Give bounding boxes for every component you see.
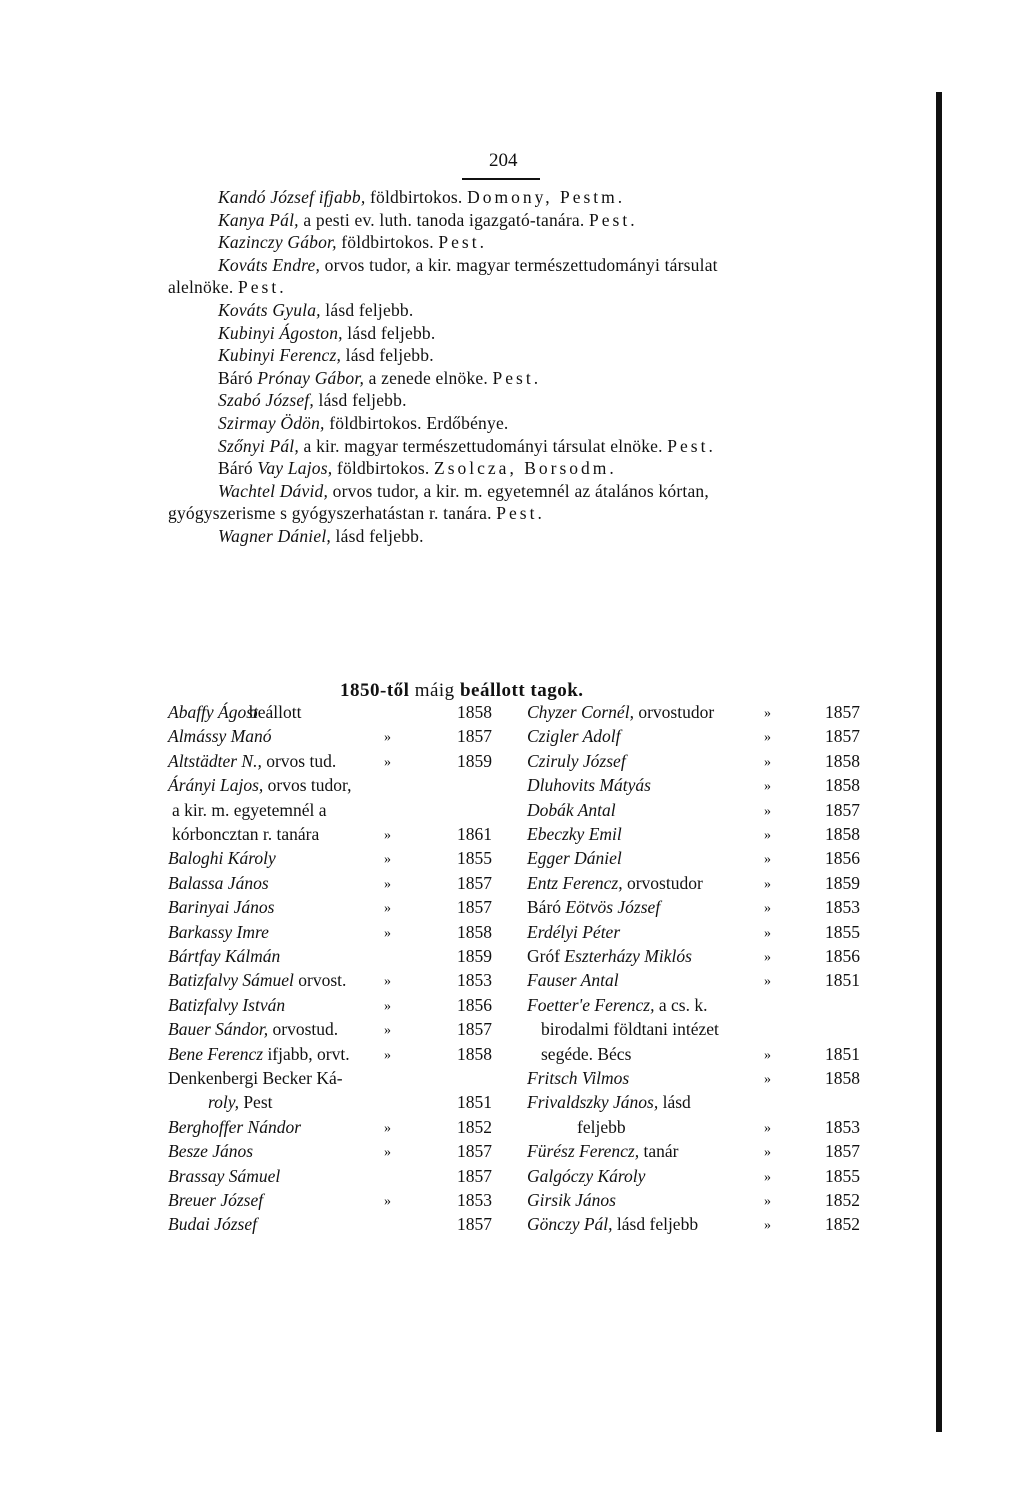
member-name-text: Eötvös József xyxy=(565,897,661,918)
list-item xyxy=(168,1115,568,1139)
ditto-mark: » xyxy=(764,1218,771,1234)
list-item xyxy=(168,1212,568,1236)
member-name-text: Girsik János xyxy=(527,1190,616,1210)
top-entry xyxy=(218,456,617,480)
join-year: 1859 xyxy=(457,750,492,771)
member-detail: birodalmi földtani intézet xyxy=(541,1019,719,1040)
join-year: 1857 xyxy=(825,799,860,820)
member-detail: a kir. m. egyetemnél a xyxy=(172,799,327,820)
join-year: 1858 xyxy=(457,1043,492,1064)
ditto-mark: » xyxy=(384,1194,391,1209)
entry-name: Kandó József ifjabb, xyxy=(218,187,366,207)
member-name xyxy=(168,700,258,724)
member-name-text: Fritsch Vilmos xyxy=(527,1068,630,1088)
join-year: 1857 xyxy=(457,1141,492,1162)
list-item xyxy=(168,968,568,992)
ditto-mark: » xyxy=(384,998,391,1014)
member-name-text: Batizfalvy István xyxy=(168,994,286,1015)
member-name-text: roly, xyxy=(208,1092,239,1113)
member-name-text: Egger Dániel xyxy=(527,848,622,869)
entry-place: Pest. xyxy=(667,435,716,456)
list-item xyxy=(168,1042,568,1066)
top-entry xyxy=(218,524,424,548)
page-number-rule xyxy=(462,178,540,180)
entry-name: Szirmay Ödön, xyxy=(218,413,325,433)
list-item xyxy=(527,895,927,919)
list-item xyxy=(527,798,927,822)
member-name xyxy=(527,822,622,846)
member-name xyxy=(541,1042,631,1066)
join-year: 1851 xyxy=(457,1092,492,1113)
entry-text: orvos tudor, a kir. magyar természettudományi társulat xyxy=(320,254,718,275)
join-year: 1857 xyxy=(457,872,492,893)
join-year: 1852 xyxy=(825,1214,860,1235)
join-year: 1857 xyxy=(457,897,492,918)
entry-text: földbirtokos. Erdőbénye. xyxy=(324,413,509,433)
heading-part-3: beállott tagok. xyxy=(459,680,584,701)
ditto-mark: » xyxy=(764,828,771,843)
member-detail: orvostudor xyxy=(622,872,703,893)
ditto-mark: » xyxy=(384,828,391,843)
member-name xyxy=(527,749,626,773)
member-detail: Denkenbergi Becker Ká- xyxy=(168,1068,343,1088)
member-detail: segéde. Bécs xyxy=(541,1043,632,1064)
join-year: 1858 xyxy=(825,1068,860,1088)
page-number: 204 xyxy=(489,150,518,171)
top-entry xyxy=(218,298,413,322)
top-entry xyxy=(218,479,709,503)
member-detail: lásd feljebb xyxy=(612,1214,699,1235)
list-item xyxy=(527,749,927,773)
heading-part-1: 1850-től xyxy=(340,680,410,701)
ditto-mark: » xyxy=(764,901,771,917)
entry-text: orvos tudor, a kir. m. egyetemnél az átalános kórtan, xyxy=(328,480,709,501)
list-item xyxy=(527,1164,927,1188)
entry-prefix: Báró xyxy=(218,458,258,479)
member-name-text: Balassa János xyxy=(168,872,269,893)
member-name xyxy=(168,944,280,968)
list-item xyxy=(168,993,568,1017)
member-name-text: Barkassy Imre xyxy=(168,921,269,942)
member-detail: orvos tudor, xyxy=(263,775,352,796)
list-item xyxy=(168,822,568,846)
join-year: 1858 xyxy=(825,775,860,796)
member-detail: lásd xyxy=(658,1092,691,1113)
section-heading xyxy=(340,680,584,702)
list-item xyxy=(168,798,568,822)
list-item xyxy=(527,993,927,1017)
entry-name: Vay Lajos, xyxy=(257,458,333,479)
list-item xyxy=(168,944,568,968)
member-name-text: Chyzer Cornél, xyxy=(527,702,634,722)
member-name xyxy=(168,1017,338,1041)
member-name xyxy=(168,1188,263,1212)
join-year: 1856 xyxy=(825,848,860,869)
list-item xyxy=(527,920,927,944)
member-name xyxy=(541,1017,719,1041)
member-name-text: Fauser Antal xyxy=(527,970,619,991)
list-item xyxy=(168,724,568,748)
member-name xyxy=(527,895,660,919)
member-name xyxy=(527,1164,645,1188)
member-name xyxy=(168,749,336,773)
member-name xyxy=(527,993,707,1017)
join-year: 1857 xyxy=(457,1019,492,1040)
list-item xyxy=(168,1139,568,1163)
entry-text: földbirtokos. xyxy=(332,458,435,479)
entry-text: földbirtokos. xyxy=(365,187,468,207)
member-name xyxy=(527,920,620,944)
join-year: 1855 xyxy=(457,848,492,869)
member-name-text: Batizfalvy Sámuel xyxy=(168,970,294,991)
ditto-mark: » xyxy=(764,1072,771,1087)
top-entry xyxy=(218,411,509,435)
member-name xyxy=(168,1066,343,1090)
join-year: 1857 xyxy=(457,1165,492,1186)
list-item xyxy=(168,1090,568,1114)
list-item xyxy=(168,749,568,773)
member-name-text: Baloghi Károly xyxy=(168,848,276,869)
member-name xyxy=(168,968,346,992)
join-year: 1856 xyxy=(825,946,860,966)
join-year: 1859 xyxy=(457,946,492,966)
member-name-text: Árányi Lajos, xyxy=(168,775,264,796)
entry-name: Szabó József, xyxy=(218,390,314,411)
entry-text: lásd feljebb. xyxy=(341,345,434,366)
entry-name: Kanya Pál, xyxy=(218,209,299,230)
page-edge-bar xyxy=(936,92,942,1432)
member-name xyxy=(168,1212,257,1236)
list-item xyxy=(527,1090,927,1114)
top-entry xyxy=(218,343,434,367)
member-name xyxy=(168,773,352,797)
ditto-mark: » xyxy=(384,1145,391,1161)
join-year: 1857 xyxy=(825,726,860,747)
ditto-mark: » xyxy=(764,730,771,746)
join-year: 1857 xyxy=(825,702,860,722)
ditto-mark: » xyxy=(764,1120,771,1136)
entry-name: Kubinyi Ágoston, xyxy=(218,322,343,343)
top-entry xyxy=(218,208,638,232)
member-name-text: Eszterházy Miklós xyxy=(564,946,692,966)
ditto-mark: » xyxy=(764,876,771,892)
top-entry xyxy=(218,253,718,277)
entry-text: lásd feljebb. xyxy=(342,322,436,343)
member-name xyxy=(168,871,269,895)
member-name xyxy=(168,895,274,919)
ditto-mark: » xyxy=(384,1023,391,1039)
ditto-mark: » xyxy=(764,1194,771,1209)
member-name xyxy=(527,798,616,822)
entry-text: a pesti ev. luth. tanoda igazgató-tanára. xyxy=(298,209,590,230)
member-name-text: Dluhovits Mátyás xyxy=(527,775,651,796)
list-item xyxy=(527,1042,927,1066)
member-name-text: Almássy Manó xyxy=(168,726,272,747)
join-year: 1851 xyxy=(825,970,860,991)
list-item xyxy=(527,871,927,895)
entry-text: a zenede elnöke. xyxy=(364,367,493,388)
member-name xyxy=(168,1139,253,1163)
member-name-text: Fürész Ferencz, xyxy=(527,1141,640,1162)
entry-place: Pest. xyxy=(238,277,287,298)
member-name xyxy=(527,1188,616,1212)
join-year: 1856 xyxy=(457,994,492,1015)
ditto-mark: » xyxy=(764,1145,771,1161)
list-item xyxy=(527,1115,927,1139)
top-entry xyxy=(218,388,407,412)
member-name-text: Entz Ferencz, xyxy=(527,872,623,893)
member-name xyxy=(527,1090,691,1114)
join-year: 1853 xyxy=(457,970,492,991)
entry-text: földbirtokos. xyxy=(336,232,439,253)
list-item xyxy=(527,773,927,797)
list-item xyxy=(527,968,927,992)
entry-place: Pest. xyxy=(492,367,542,388)
ditto-mark: » xyxy=(384,925,391,941)
list-item xyxy=(168,1017,568,1041)
top-entry xyxy=(168,501,545,525)
ditto-mark: » xyxy=(384,1120,391,1136)
list-item xyxy=(168,700,568,724)
top-entry xyxy=(218,321,435,345)
member-name xyxy=(577,1115,626,1139)
member-name xyxy=(527,968,619,992)
entry-prefix: Báró xyxy=(218,367,258,388)
entry-name: Prónay Gábor, xyxy=(257,367,365,388)
top-entry xyxy=(218,366,541,390)
member-name xyxy=(172,798,327,822)
member-name xyxy=(527,846,622,870)
member-detail: orvostud. xyxy=(268,1019,339,1040)
ditto-mark: » xyxy=(764,803,771,819)
member-name-text: Ebeczky Emil xyxy=(527,824,622,844)
top-entry xyxy=(168,275,287,299)
member-name-text: Galgóczy Károly xyxy=(527,1165,646,1186)
ditto-mark: » xyxy=(384,901,391,917)
list-item xyxy=(527,1188,927,1212)
member-name-text: Bártfay Kálmán xyxy=(168,946,281,966)
join-year: 1858 xyxy=(457,921,492,942)
entry-text: alelnöke. xyxy=(168,277,239,298)
member-detail: orvost. xyxy=(293,970,347,991)
join-year: 1857 xyxy=(457,726,492,747)
list-item xyxy=(527,1139,927,1163)
list-item xyxy=(168,871,568,895)
join-year: 1858 xyxy=(457,702,492,722)
entry-text: lásd feljebb. xyxy=(313,390,407,411)
ditto-mark: » xyxy=(764,1169,771,1185)
member-name-text: Czigler Adolf xyxy=(527,726,621,747)
member-name-text: Foetter'e Ferencz, xyxy=(527,994,655,1015)
member-name-text: Brassay Sámuel xyxy=(168,1165,281,1186)
list-item xyxy=(527,1066,927,1090)
top-entry xyxy=(218,230,487,254)
join-year: 1858 xyxy=(825,824,860,844)
entry-name: Kováts Endre, xyxy=(218,254,321,275)
member-prefix: Gróf xyxy=(527,946,565,966)
join-year: 1853 xyxy=(825,897,860,918)
ditto-mark: » xyxy=(384,754,391,770)
join-year: 1853 xyxy=(825,1116,860,1137)
member-name-text: Erdélyi Péter xyxy=(527,921,621,942)
member-name-text: Budai József xyxy=(168,1214,257,1235)
list-item xyxy=(168,920,568,944)
member-name xyxy=(208,1090,273,1114)
member-name-text: Czirulу József xyxy=(527,750,626,771)
member-prefix: Báró xyxy=(527,897,566,918)
member-name xyxy=(168,724,272,748)
member-detail: feljebb xyxy=(577,1116,626,1137)
entry-text: gyógyszerisme s gyógyszerhatástan r. tanára. xyxy=(168,503,497,524)
entry-place: Zsolcza, Borsodm. xyxy=(434,458,617,479)
member-name xyxy=(172,822,319,846)
ditto-mark: » xyxy=(764,1047,771,1063)
join-year: 1852 xyxy=(457,1116,492,1137)
list-item xyxy=(527,944,927,968)
member-name xyxy=(527,944,692,968)
ditto-mark: » xyxy=(764,925,771,941)
join-year: 1851 xyxy=(825,1043,860,1064)
member-detail: Pest xyxy=(238,1092,273,1113)
entry-name: Kováts Gyula, xyxy=(218,300,321,320)
ditto-mark: » xyxy=(764,852,771,868)
list-item xyxy=(168,1066,568,1090)
member-name xyxy=(527,1066,629,1090)
list-item xyxy=(527,846,927,870)
member-name-text: Gönczy Pál, xyxy=(527,1214,613,1235)
ditto-mark: » xyxy=(384,974,391,990)
join-year: 1853 xyxy=(457,1190,492,1210)
list-item xyxy=(527,822,927,846)
ditto-mark: » xyxy=(384,852,391,868)
join-year: 1857 xyxy=(457,1214,492,1235)
member-name-text: Breuer József xyxy=(168,1190,264,1210)
entry-place: Domony, Pestm. xyxy=(467,187,626,207)
member-name xyxy=(168,1115,301,1139)
member-name xyxy=(527,724,621,748)
entry-name: Wagner Dániel, xyxy=(218,526,331,546)
ditto-mark: » xyxy=(764,974,771,990)
entry-name: Szőnyi Pál, xyxy=(218,435,299,456)
top-entry xyxy=(218,434,716,458)
member-name-text: Barinyai János xyxy=(168,897,275,918)
top-entry xyxy=(218,185,625,209)
member-name-text: Berghoffer Nándor xyxy=(168,1116,302,1137)
member-name-text: Altstädter N., xyxy=(168,750,262,771)
member-detail: orvos tud. xyxy=(261,750,337,771)
member-name-text: Bene Ferencz xyxy=(168,1043,264,1064)
ditto-mark: » xyxy=(384,876,391,892)
member-name xyxy=(168,993,285,1017)
member-name xyxy=(168,920,269,944)
member-name xyxy=(168,1164,280,1188)
list-item xyxy=(168,895,568,919)
list-item xyxy=(527,1212,927,1236)
list-item xyxy=(168,773,568,797)
member-name xyxy=(527,871,703,895)
entry-name: Wachtel Dávid, xyxy=(218,480,329,501)
join-year: 1859 xyxy=(825,872,860,893)
member-name-text: Dobák Antal xyxy=(527,799,616,820)
member-name xyxy=(168,1042,350,1066)
member-name xyxy=(527,1139,678,1163)
ditto-mark: » xyxy=(764,950,771,965)
member-detail: orvostudor xyxy=(633,702,715,722)
entry-name: Kazinczy Gábor, xyxy=(218,232,337,253)
member-name xyxy=(527,1212,698,1236)
ditto-mark: » xyxy=(764,754,771,770)
member-name xyxy=(168,846,276,870)
join-year: 1858 xyxy=(825,750,860,771)
member-name-text: Besze János xyxy=(168,1141,254,1162)
entry-text: lásd feljebb. xyxy=(320,300,414,320)
member-name xyxy=(527,700,714,724)
member-detail: a cs. k. xyxy=(654,994,708,1015)
joined-label: beállott xyxy=(249,702,302,722)
member-name-text: Bauer Sándor, xyxy=(168,1019,269,1040)
entry-text: lásd feljebb. xyxy=(330,526,424,546)
entry-place: Pest. xyxy=(496,503,545,524)
member-name xyxy=(527,773,651,797)
join-year: 1855 xyxy=(825,1165,860,1186)
member-name-text: Abaffy Ágost xyxy=(168,702,258,722)
entry-text: a kir. magyar természettudományi társulat elnöke. xyxy=(298,435,668,456)
list-item xyxy=(527,724,927,748)
join-year: 1861 xyxy=(457,824,492,844)
entry-place: Pest. xyxy=(589,209,638,230)
member-detail: kórboncztan r. tanára xyxy=(172,824,320,844)
ditto-mark: » xyxy=(764,706,771,721)
list-item xyxy=(168,1164,568,1188)
join-year: 1855 xyxy=(825,921,860,942)
heading-part-2: máig xyxy=(414,680,455,701)
member-detail: tanár xyxy=(639,1141,679,1162)
entry-place: Pest. xyxy=(438,232,487,253)
list-item xyxy=(527,700,927,724)
ditto-mark: » xyxy=(384,1047,391,1063)
list-item xyxy=(168,846,568,870)
list-item xyxy=(527,1017,927,1041)
entry-name: Kubinyi Ferencz, xyxy=(218,345,342,366)
member-name-text: Frivaldszky János, xyxy=(527,1092,659,1113)
ditto-mark: » xyxy=(384,730,391,746)
join-year: 1852 xyxy=(825,1190,860,1210)
member-detail: ifjabb, orvt. xyxy=(263,1043,350,1064)
list-item xyxy=(168,1188,568,1212)
ditto-mark: » xyxy=(764,779,771,795)
join-year: 1857 xyxy=(825,1141,860,1162)
